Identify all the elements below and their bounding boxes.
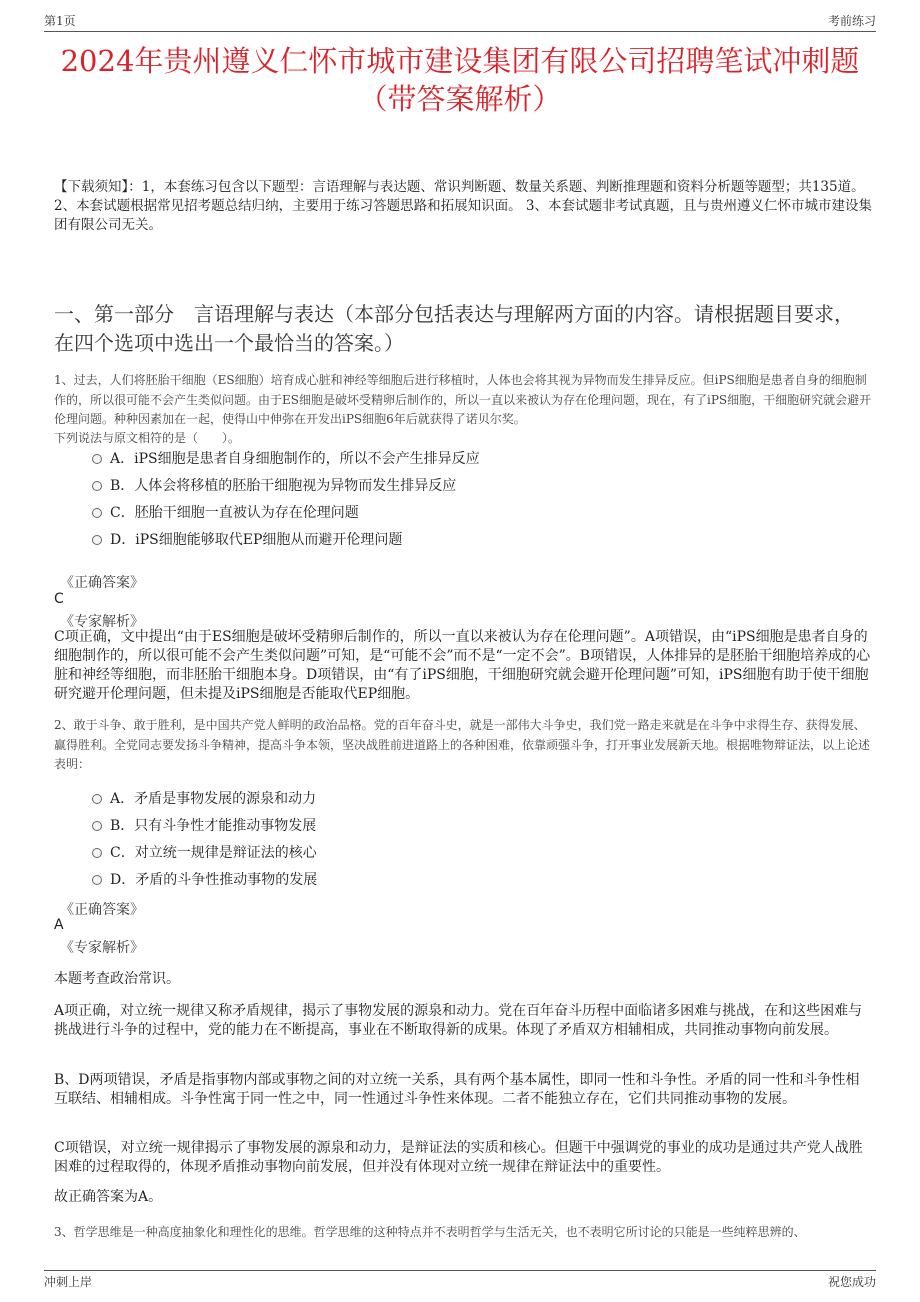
download-notice: 【下载须知】：1，本套练习包含以下题型：言语理解与表达题、常识判断题、数量关系题、判断推理题和资料分析题等题型；共135道。 2、本套试题根据常见招考题总结归纳，主要用于练习答题思路和拓展知识面。 3、本套试题非考试真题，且与贵州遵义仁怀市城市建设集团有限公司无关。 bbox=[54, 179, 872, 233]
option-c[interactable]: C．胚胎干细胞一直被认为存在伦理问题 bbox=[92, 500, 480, 527]
radio-icon[interactable] bbox=[92, 875, 102, 885]
question-1-stem: 1、过去，人们将胚胎干细胞（ES细胞）培育成心脏和神经等细胞后进行移植时，人体也会将其视为异物而发生排异反应。但iPS细胞是患者自身的细胞制作的，所以很可能不会产生类似问题。由于ES细胞是破坏受精卵后制作的，所以一直以来被认为存在伦理问题，现在，有了iPS细胞，干细胞研究就会避开伦理问题。种种因素加在一起，使得山中伸弥在开发出iPS细胞6年后就获得了诺贝尔奖。 bbox=[54, 373, 872, 426]
page-header bbox=[44, 12, 876, 32]
option-b[interactable]: B．人体会将移植的胚胎干细胞视为异物而发生排异反应 bbox=[92, 473, 480, 500]
option-a[interactable]: A．矛盾是事物发展的源泉和动力 bbox=[92, 786, 317, 813]
question-2-stem: 2、敢于斗争、敢于胜利，是中国共产党人鲜明的政治品格。党的百年奋斗史，就是一部伟大斗争史，我们党一路走来就是在斗争中求得生存、获得发展、赢得胜利。全党同志要发扬斗争精神，提高斗争本领，坚决战胜前进道路上的各种困难，依靠顽强斗争，打开事业发展新天地。根据唯物辩证法，以上论述表明： bbox=[54, 718, 871, 771]
footer-left: 冲刺上岸 bbox=[44, 1275, 93, 1289]
page-title: 2024年贵州遵义仁怀市城市建设集团有限公司招聘笔试冲刺题（带答案解析） bbox=[60, 44, 860, 116]
radio-icon[interactable] bbox=[92, 508, 102, 518]
question-1-answer: C bbox=[54, 591, 64, 607]
analysis-conclusion: 故正确答案为A。 bbox=[54, 1189, 163, 1205]
radio-icon[interactable] bbox=[92, 794, 102, 804]
question-1-ask: 下列说法与原文相符的是（ ）。 bbox=[54, 431, 241, 445]
analysis-intro: 本题考查政治常识。 bbox=[54, 971, 180, 987]
analysis-option-c: C项错误，对立统一规律揭示了事物发展的源泉和动力，是辩证法的实质和核心。但题干中强调党的事业的成功是通过共产党人战胜困难的过程取得的，体现矛盾推动事物向前发展，但并没有体现对立统一规律在辩证法中的重要性。 bbox=[54, 1140, 863, 1175]
analysis-label: 《专家解析》 bbox=[60, 614, 144, 630]
option-b[interactable]: B．只有斗争性才能推动事物发展 bbox=[92, 813, 317, 840]
analysis-option-a: A项正确，对立统一规律又称矛盾规律，揭示了事物发展的源泉和动力。党在百年奋斗历程中面临诸多困难与挑战，在和这些困难与挑战进行斗争的过程中，党的能力在不断提高，事业在不断取得新的成果。体现了矛盾双方相辅相成，共同推动事物向前发展。 bbox=[54, 1003, 863, 1038]
analysis-option-bd: B、D两项错误，矛盾是指事物内部或事物之间的对立统一关系，具有两个基本属性，即同一性和斗争性。矛盾的同一性和斗争性相互联结、相辅相成。斗争性寓于同一性之中，同一性通过斗争性来体现。二者不能独立存在，它们共同推动事物的发展。 bbox=[54, 1072, 860, 1107]
question-1-options bbox=[92, 446, 480, 554]
footer-divider bbox=[44, 1270, 876, 1271]
answer-label: 《正确答案》 bbox=[60, 575, 144, 591]
footer-right: 祝您成功 bbox=[827, 1275, 876, 1289]
question-2-answer: A bbox=[54, 917, 64, 933]
header-tag: 考前练习 bbox=[827, 14, 876, 28]
question-2-options bbox=[92, 786, 317, 894]
section-heading: 一、第一部分 言语理解与表达（本部分包括表达与理解两方面的内容。请根据题目要求，在四个选项中选出一个最恰当的答案。） bbox=[54, 302, 854, 355]
radio-icon[interactable] bbox=[92, 848, 102, 858]
question-3-stem: 3、哲学思维是一种高度抽象化和理性化的思维。哲学思维的这种特点并不表明哲学与生活无关，也不表明它所讨论的只能是一些纯粹思辨的、 bbox=[54, 1225, 806, 1239]
header-divider bbox=[44, 31, 876, 32]
option-c[interactable]: C．对立统一规律是辩证法的核心 bbox=[92, 840, 317, 867]
analysis-label: 《专家解析》 bbox=[60, 940, 144, 956]
question-1-analysis: C项正确，文中提出“由于ES细胞是破坏受精卵后制作的，所以一直以来被认为存在伦理问题”。A项错误，由“iPS细胞是患者自身的细胞制作的，所以很可能不会产生类似问题”可知，是“可能不会”而不是“一定不会”。B项错误，人体排异的是胚胎干细胞培养成的心脏和神经等细胞，而非胚胎干细胞本身。D项错误，由“有了iPS细胞，干细胞研究就会避开伦理问题”可知，iPS细胞有助于使干细胞研究避开伦理问题，但未提及iPS细胞是否能取代EP细胞。 bbox=[54, 629, 871, 702]
option-d[interactable]: D．iPS细胞能够取代EP细胞从而避开伦理问题 bbox=[92, 527, 480, 554]
radio-icon[interactable] bbox=[92, 481, 102, 491]
radio-icon[interactable] bbox=[92, 821, 102, 831]
radio-icon[interactable] bbox=[92, 535, 102, 545]
option-d[interactable]: D．矛盾的斗争性推动事物的发展 bbox=[92, 867, 317, 894]
answer-label: 《正确答案》 bbox=[60, 902, 144, 918]
option-a[interactable]: A．iPS细胞是患者自身细胞制作的，所以不会产生排异反应 bbox=[92, 446, 480, 473]
radio-icon[interactable] bbox=[92, 454, 102, 464]
page-number: 第1页 bbox=[44, 14, 76, 28]
